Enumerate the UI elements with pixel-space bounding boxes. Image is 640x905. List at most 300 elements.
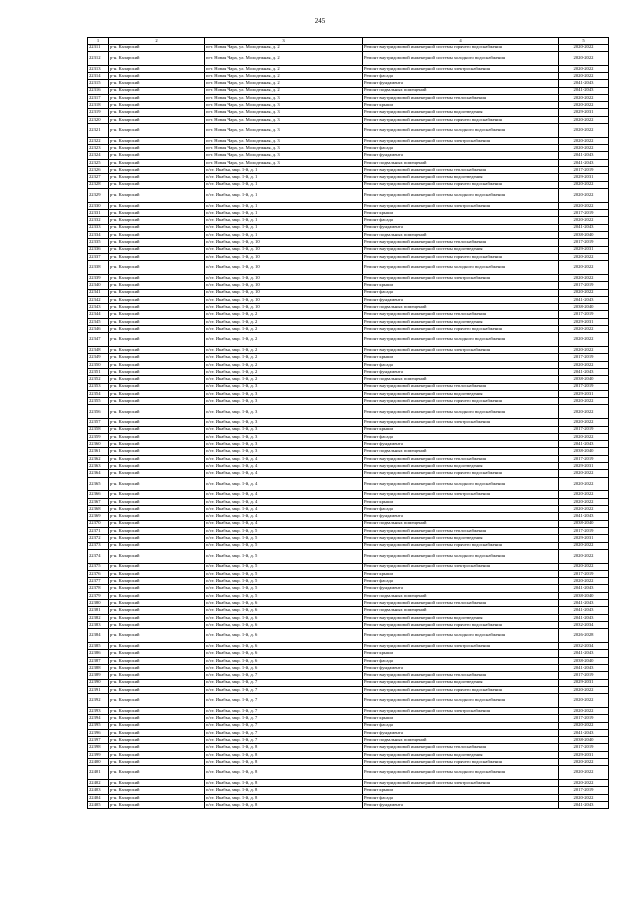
row-number-cell: 22346 <box>88 325 109 332</box>
row-number-cell: 22356 <box>88 405 109 419</box>
period-cell: 2020-2022 <box>559 145 609 152</box>
period-cell: 2020-2022 <box>559 707 609 714</box>
work-type-cell: Ремонт подвальных помещений <box>363 304 559 311</box>
row-number-cell: 22312 <box>88 51 109 65</box>
table-row <box>88 535 609 542</box>
district-cell: р-н. Каларский <box>109 780 205 787</box>
work-type-cell: Ремонт внутридомовой инженерной системы холодного водоснабжения <box>363 405 559 419</box>
address-cell: пгт. Новая Чара, ул. Молодежная, д. 2 <box>205 65 363 72</box>
table-row <box>88 621 609 628</box>
address-cell: пгт. Новая Чара, ул. Молодежная, д. 3 <box>205 159 363 166</box>
table-row <box>88 231 609 238</box>
district-cell: р-н. Каларский <box>109 398 205 405</box>
work-type-cell: Ремонт внутридомовой инженерной системы горячего водоснабжения <box>363 398 559 405</box>
work-type-cell: Ремонт внутридомовой инженерной системы электроснабжения <box>363 202 559 209</box>
table-row <box>88 261 609 275</box>
row-number-cell: 22328 <box>88 181 109 188</box>
district-cell: р-н. Каларский <box>109 145 205 152</box>
address-cell: п/ст. Икабья, мкр. 1-й, д. 5 <box>205 563 363 570</box>
district-cell: р-н. Каларский <box>109 672 205 679</box>
work-type-cell: Ремонт внутридомовой инженерной системы водоотведения <box>363 535 559 542</box>
district-cell: р-н. Каларский <box>109 174 205 181</box>
period-cell: 2041-2043 <box>559 441 609 448</box>
district-cell: р-н. Каларский <box>109 152 205 159</box>
address-cell: п/ст. Икабья, мкр. 1-й, д. 4 <box>205 477 363 491</box>
district-cell: р-н. Каларский <box>109 498 205 505</box>
row-number-cell: 22317 <box>88 94 109 101</box>
district-cell: р-н. Каларский <box>109 802 205 809</box>
row-number-cell: 22394 <box>88 715 109 722</box>
district-cell: р-н. Каларский <box>109 325 205 332</box>
row-number-cell: 22322 <box>88 137 109 144</box>
district-cell: р-н. Каларский <box>109 289 205 296</box>
table-row <box>88 188 609 202</box>
row-number-cell: 22365 <box>88 477 109 491</box>
work-type-cell: Ремонт внутридомовой инженерной системы горячего водоснабжения <box>363 116 559 123</box>
work-type-cell: Ремонт внутридомовой инженерной системы горячего водоснабжения <box>363 253 559 260</box>
period-cell: 2020-2022 <box>559 65 609 72</box>
period-cell: 2020-2022 <box>559 549 609 563</box>
period-cell: 2041-2043 <box>559 368 609 375</box>
district-cell: р-н. Каларский <box>109 679 205 686</box>
work-type-cell: Ремонт крыши <box>363 354 559 361</box>
table-row <box>88 72 609 79</box>
address-cell: п/ст. Икабья, мкр. 1-й, д. 7 <box>205 722 363 729</box>
district-cell: р-н. Каларский <box>109 433 205 440</box>
district-cell: р-н. Каларский <box>109 124 205 138</box>
period-cell: 2026-2028 <box>559 629 609 643</box>
period-cell: 2017-2019 <box>559 282 609 289</box>
row-number-cell: 22314 <box>88 72 109 79</box>
row-number-cell: 22397 <box>88 737 109 744</box>
table-row <box>88 405 609 419</box>
table-body <box>88 38 609 809</box>
table-row <box>88 491 609 498</box>
work-type-cell: Ремонт внутридомовой инженерной системы электроснабжения <box>363 274 559 281</box>
table-row <box>88 87 609 94</box>
address-cell: п/ст. Икабья, мкр. 1-й, д. 3 <box>205 390 363 397</box>
table-row <box>88 570 609 577</box>
period-cell: 2041-2043 <box>559 152 609 159</box>
work-type-cell: Ремонт крыши <box>363 102 559 109</box>
period-cell: 2038-2040 <box>559 657 609 664</box>
period-cell: 2020-2022 <box>559 217 609 224</box>
period-cell: 2017-2019 <box>559 744 609 751</box>
period-cell: 2020-2022 <box>559 477 609 491</box>
district-cell: р-н. Каларский <box>109 224 205 231</box>
address-cell: п/ст. Икабья, мкр. 1-й, д. 7 <box>205 672 363 679</box>
work-type-cell: Ремонт фасада <box>363 217 559 224</box>
period-cell: 2020-2022 <box>559 51 609 65</box>
period-cell: 2038-2040 <box>559 737 609 744</box>
period-cell: 2041-2043 <box>559 296 609 303</box>
row-number-cell: 22331 <box>88 210 109 217</box>
district-cell: р-н. Каларский <box>109 585 205 592</box>
work-type-cell: Ремонт внутридомовой инженерной системы горячего водоснабжения <box>363 686 559 693</box>
address-cell: п/ст. Икабья, мкр. 1-й, д. 3 <box>205 448 363 455</box>
work-type-cell: Ремонт фасада <box>363 506 559 513</box>
district-cell: р-н. Каларский <box>109 376 205 383</box>
row-number-cell: 22311 <box>88 44 109 51</box>
table-row <box>88 304 609 311</box>
address-cell: п/ст. Икабья, мкр. 1-й, д. 3 <box>205 383 363 390</box>
address-cell: п/ст. Икабья, мкр. 1-й, д. 6 <box>205 629 363 643</box>
address-cell: п/ст. Икабья, мкр. 1-й, д. 4 <box>205 498 363 505</box>
row-number-cell: 22338 <box>88 261 109 275</box>
table-row <box>88 311 609 318</box>
work-type-cell: Ремонт подвальных помещений <box>363 87 559 94</box>
district-cell: р-н. Каларский <box>109 578 205 585</box>
period-cell: 2020-2022 <box>559 44 609 51</box>
address-cell: п/ст. Икабья, мкр. 1-й, д. 10 <box>205 289 363 296</box>
work-type-cell: Ремонт внутридомовой инженерной системы холодного водоснабжения <box>363 261 559 275</box>
work-type-cell: Ремонт фасада <box>363 145 559 152</box>
work-type-cell: Ремонт внутридомовой инженерной системы водоотведения <box>363 246 559 253</box>
work-type-cell: Ремонт внутридомовой инженерной системы холодного водоснабжения <box>363 124 559 138</box>
table-row <box>88 51 609 65</box>
period-cell: 2020-2022 <box>559 333 609 347</box>
row-number-cell: 22372 <box>88 535 109 542</box>
address-cell: пгт. Новая Чара, ул. Молодежная, д. 2 <box>205 44 363 51</box>
district-cell: р-н. Каларский <box>109 694 205 708</box>
row-number-cell: 22405 <box>88 802 109 809</box>
table-row <box>88 585 609 592</box>
address-cell: п/ст. Икабья, мкр. 1-й, д. 4 <box>205 491 363 498</box>
address-cell: п/ст. Икабья, мкр. 1-й, д. 8 <box>205 787 363 794</box>
address-cell: п/ст. Икабья, мкр. 1-й, д. 2 <box>205 376 363 383</box>
work-type-cell: Ремонт внутридомовой инженерной системы водоотведения <box>363 390 559 397</box>
address-cell: п/ст. Икабья, мкр. 1-й, д. 6 <box>205 643 363 650</box>
period-cell: 2041-2043 <box>559 729 609 736</box>
address-cell: п/ст. Икабья, мкр. 1-й, д. 6 <box>205 650 363 657</box>
period-cell: 2017-2019 <box>559 426 609 433</box>
address-cell: п/ст. Икабья, мкр. 1-й, д. 8 <box>205 759 363 766</box>
period-cell: 2020-2022 <box>559 188 609 202</box>
period-cell: 2020-2022 <box>559 766 609 780</box>
work-type-cell: Ремонт крыши <box>363 715 559 722</box>
district-cell: р-н. Каларский <box>109 405 205 419</box>
address-cell: п/ст. Икабья, мкр. 1-й, д. 4 <box>205 520 363 527</box>
period-cell: 2041-2043 <box>559 614 609 621</box>
table-row <box>88 787 609 794</box>
row-number-cell: 22378 <box>88 585 109 592</box>
row-number-cell: 22341 <box>88 289 109 296</box>
work-type-cell: Ремонт внутридомовой инженерной системы горячего водоснабжения <box>363 759 559 766</box>
table-row <box>88 181 609 188</box>
row-number-cell: 22353 <box>88 383 109 390</box>
work-type-cell: Ремонт крыши <box>363 650 559 657</box>
work-type-cell: Ремонт внутридомовой инженерной системы горячего водоснабжения <box>363 325 559 332</box>
table-row <box>88 715 609 722</box>
period-cell: 2041-2043 <box>559 802 609 809</box>
row-number-cell: 22318 <box>88 102 109 109</box>
row-number-cell: 22376 <box>88 570 109 577</box>
address-cell: п/ст. Икабья, мкр. 1-й, д. 3 <box>205 398 363 405</box>
table-row <box>88 426 609 433</box>
work-type-cell: Ремонт подвальных помещений <box>363 231 559 238</box>
address-cell: п/ст. Икабья, мкр. 1-й, д. 7 <box>205 707 363 714</box>
work-type-cell: Ремонт фундамента <box>363 664 559 671</box>
work-type-cell: Ремонт фундамента <box>363 368 559 375</box>
district-cell: р-н. Каларский <box>109 368 205 375</box>
table-row <box>88 368 609 375</box>
work-type-cell: Ремонт подвальных помещений <box>363 737 559 744</box>
table-row <box>88 707 609 714</box>
work-type-cell: Ремонт фундамента <box>363 513 559 520</box>
row-number-cell: 22340 <box>88 282 109 289</box>
row-number-cell: 22383 <box>88 621 109 628</box>
period-cell: 2020-2022 <box>559 578 609 585</box>
row-number-cell: 22345 <box>88 318 109 325</box>
address-cell: п/ст. Икабья, мкр. 1-й, д. 7 <box>205 715 363 722</box>
period-cell: 2017-2019 <box>559 167 609 174</box>
row-number-cell: 22368 <box>88 506 109 513</box>
row-number-cell: 22400 <box>88 759 109 766</box>
district-cell: р-н. Каларский <box>109 419 205 426</box>
period-cell: 2029-2031 <box>559 246 609 253</box>
table-row <box>88 802 609 809</box>
address-cell: пгт. Новая Чара, ул. Молодежная, д. 3 <box>205 124 363 138</box>
row-number-cell: 22350 <box>88 361 109 368</box>
address-cell: п/ст. Икабья, мкр. 1-й, д. 2 <box>205 333 363 347</box>
district-cell: р-н. Каларский <box>109 535 205 542</box>
row-number-cell: 22349 <box>88 354 109 361</box>
address-cell: п/ст. Икабья, мкр. 1-й, д. 8 <box>205 751 363 758</box>
row-number-cell: 22390 <box>88 679 109 686</box>
address-cell: п/ст. Икабья, мкр. 1-й, д. 2 <box>205 325 363 332</box>
period-cell: 2029-2031 <box>559 174 609 181</box>
district-cell: р-н. Каларский <box>109 600 205 607</box>
table-row <box>88 520 609 527</box>
table-row <box>88 398 609 405</box>
header-cell-4: 4 <box>363 38 559 45</box>
table-row <box>88 65 609 72</box>
period-cell: 2020-2022 <box>559 780 609 787</box>
address-cell: п/ст. Икабья, мкр. 1-й, д. 4 <box>205 513 363 520</box>
row-number-cell: 22316 <box>88 87 109 94</box>
row-number-cell: 22403 <box>88 787 109 794</box>
work-type-cell: Ремонт внутридомовой инженерной системы теплоснабжения <box>363 527 559 534</box>
work-type-cell: Ремонт внутридомовой инженерной системы электроснабжения <box>363 707 559 714</box>
period-cell: 2020-2022 <box>559 202 609 209</box>
table-row <box>88 116 609 123</box>
row-number-cell: 22335 <box>88 239 109 246</box>
work-type-cell: Ремонт внутридомовой инженерной системы горячего водоснабжения <box>363 44 559 51</box>
row-number-cell: 22339 <box>88 274 109 281</box>
period-cell: 2020-2022 <box>559 137 609 144</box>
table-row <box>88 124 609 138</box>
work-type-cell: Ремонт внутридомовой инженерной системы электроснабжения <box>363 137 559 144</box>
district-cell: р-н. Каларский <box>109 304 205 311</box>
table-row <box>88 441 609 448</box>
period-cell: 2017-2019 <box>559 787 609 794</box>
work-type-cell: Ремонт фасада <box>363 578 559 585</box>
work-type-cell: Ремонт подвальных помещений <box>363 159 559 166</box>
table-row <box>88 239 609 246</box>
address-cell: п/ст. Икабья, мкр. 1-й, д. 7 <box>205 679 363 686</box>
work-type-cell: Ремонт фундамента <box>363 729 559 736</box>
row-number-cell: 22344 <box>88 311 109 318</box>
period-cell: 2020-2022 <box>559 253 609 260</box>
district-cell: р-н. Каларский <box>109 664 205 671</box>
period-cell: 2041-2043 <box>559 607 609 614</box>
address-cell: п/ст. Икабья, мкр. 1-й, д. 4 <box>205 455 363 462</box>
work-type-cell: Ремонт внутридомовой инженерной системы теплоснабжения <box>363 311 559 318</box>
period-cell: 2017-2019 <box>559 672 609 679</box>
work-type-cell: Ремонт внутридомовой инженерной системы электроснабжения <box>363 419 559 426</box>
period-cell: 2041-2043 <box>559 650 609 657</box>
district-cell: р-н. Каларский <box>109 109 205 116</box>
row-number-cell: 22337 <box>88 253 109 260</box>
work-type-cell: Ремонт внутридомовой инженерной системы электроснабжения <box>363 491 559 498</box>
row-number-cell: 22375 <box>88 563 109 570</box>
row-number-cell: 22381 <box>88 607 109 614</box>
address-cell: пгт. Новая Чара, ул. Молодежная, д. 3 <box>205 109 363 116</box>
district-cell: р-н. Каларский <box>109 167 205 174</box>
period-cell: 2020-2022 <box>559 433 609 440</box>
period-cell: 2038-2040 <box>559 448 609 455</box>
table-row <box>88 607 609 614</box>
row-number-cell: 22388 <box>88 664 109 671</box>
table-header-row <box>88 38 609 45</box>
work-type-cell: Ремонт фундамента <box>363 585 559 592</box>
row-number-cell: 22352 <box>88 376 109 383</box>
work-type-cell: Ремонт внутридомовой инженерной системы водоотведения <box>363 109 559 116</box>
period-cell: 2041-2043 <box>559 513 609 520</box>
address-cell: п/ст. Икабья, мкр. 1-й, д. 7 <box>205 729 363 736</box>
period-cell: 2041-2043 <box>559 224 609 231</box>
work-type-cell: Ремонт внутридомовой инженерной системы теплоснабжения <box>363 383 559 390</box>
work-type-cell: Ремонт фасада <box>363 72 559 79</box>
period-cell: 2020-2022 <box>559 794 609 801</box>
work-type-cell: Ремонт внутридомовой инженерной системы холодного водоснабжения <box>363 549 559 563</box>
row-number-cell: 22363 <box>88 463 109 470</box>
row-number-cell: 22347 <box>88 333 109 347</box>
district-cell: р-н. Каларский <box>109 621 205 628</box>
work-type-cell: Ремонт внутридомовой инженерной системы горячего водоснабжения <box>363 621 559 628</box>
row-number-cell: 22387 <box>88 657 109 664</box>
work-type-cell: Ремонт внутридомовой инженерной системы теплоснабжения <box>363 672 559 679</box>
work-type-cell: Ремонт крыши <box>363 498 559 505</box>
work-type-cell: Ремонт фундамента <box>363 296 559 303</box>
table-row <box>88 477 609 491</box>
table-row <box>88 383 609 390</box>
period-cell: 2020-2022 <box>559 686 609 693</box>
period-cell: 2020-2022 <box>559 563 609 570</box>
row-number-cell: 22357 <box>88 419 109 426</box>
work-type-cell: Ремонт подвальных помещений <box>363 592 559 599</box>
table-row <box>88 643 609 650</box>
row-number-cell: 22367 <box>88 498 109 505</box>
period-cell: 2017-2019 <box>559 455 609 462</box>
district-cell: р-н. Каларский <box>109 506 205 513</box>
period-cell: 2020-2022 <box>559 506 609 513</box>
address-cell: п/ст. Икабья, мкр. 1-й, д. 1 <box>205 231 363 238</box>
district-cell: р-н. Каларский <box>109 614 205 621</box>
address-cell: п/ст. Икабья, мкр. 1-й, д. 8 <box>205 794 363 801</box>
address-cell: п/ст. Икабья, мкр. 1-й, д. 1 <box>205 181 363 188</box>
row-number-cell: 22334 <box>88 231 109 238</box>
table-row <box>88 766 609 780</box>
district-cell: р-н. Каларский <box>109 217 205 224</box>
row-number-cell: 22315 <box>88 80 109 87</box>
address-cell: п/ст. Икабья, мкр. 1-й, д. 5 <box>205 570 363 577</box>
work-type-cell: Ремонт крыши <box>363 570 559 577</box>
work-type-cell: Ремонт внутридомовой инженерной системы водоотведения <box>363 463 559 470</box>
row-number-cell: 22325 <box>88 159 109 166</box>
address-cell: п/ст. Икабья, мкр. 1-й, д. 5 <box>205 542 363 549</box>
table-row <box>88 246 609 253</box>
row-number-cell: 22354 <box>88 390 109 397</box>
district-cell: р-н. Каларский <box>109 282 205 289</box>
table-row <box>88 592 609 599</box>
work-type-cell: Ремонт внутридомовой инженерной системы электроснабжения <box>363 347 559 354</box>
work-type-cell: Ремонт внутридомовой инженерной системы водоотведения <box>363 174 559 181</box>
work-type-cell: Ремонт подвальных помещений <box>363 448 559 455</box>
table-row <box>88 80 609 87</box>
work-type-cell: Ремонт внутридомовой инженерной системы холодного водоснабжения <box>363 629 559 643</box>
work-type-cell: Ремонт фундамента <box>363 152 559 159</box>
district-cell: р-н. Каларский <box>109 390 205 397</box>
row-number-cell: 22362 <box>88 455 109 462</box>
row-number-cell: 22336 <box>88 246 109 253</box>
work-type-cell: Ремонт внутридомовой инженерной системы водоотведения <box>363 679 559 686</box>
row-number-cell: 22343 <box>88 304 109 311</box>
table-row <box>88 109 609 116</box>
district-cell: р-н. Каларский <box>109 787 205 794</box>
district-cell: р-н. Каларский <box>109 246 205 253</box>
table-row <box>88 722 609 729</box>
period-cell: 2020-2022 <box>559 181 609 188</box>
period-cell: 2038-2040 <box>559 376 609 383</box>
district-cell: р-н. Каларский <box>109 188 205 202</box>
period-cell: 2020-2022 <box>559 419 609 426</box>
district-cell: р-н. Каларский <box>109 463 205 470</box>
address-cell: п/ст. Икабья, мкр. 1-й, д. 8 <box>205 766 363 780</box>
address-cell: пгт. Новая Чара, ул. Молодежная, д. 3 <box>205 94 363 101</box>
district-cell: р-н. Каларский <box>109 520 205 527</box>
period-cell: 2020-2022 <box>559 759 609 766</box>
work-type-cell: Ремонт крыши <box>363 787 559 794</box>
address-cell: п/ст. Икабья, мкр. 1-й, д. 6 <box>205 600 363 607</box>
row-number-cell: 22395 <box>88 722 109 729</box>
row-number-cell: 22313 <box>88 65 109 72</box>
address-cell: п/ст. Икабья, мкр. 1-й, д. 3 <box>205 419 363 426</box>
period-cell: 2041-2043 <box>559 87 609 94</box>
district-cell: р-н. Каларский <box>109 766 205 780</box>
address-cell: п/ст. Икабья, мкр. 1-й, д. 2 <box>205 311 363 318</box>
address-cell: п/ст. Икабья, мкр. 1-й, д. 6 <box>205 664 363 671</box>
address-cell: п/ст. Икабья, мкр. 1-й, д. 10 <box>205 296 363 303</box>
district-cell: р-н. Каларский <box>109 137 205 144</box>
table-row <box>88 376 609 383</box>
table-row <box>88 448 609 455</box>
district-cell: р-н. Каларский <box>109 629 205 643</box>
table-row <box>88 325 609 332</box>
table-row <box>88 145 609 152</box>
district-cell: р-н. Каларский <box>109 715 205 722</box>
work-type-cell: Ремонт внутридомовой инженерной системы теплоснабжения <box>363 744 559 751</box>
address-cell: п/ст. Икабья, мкр. 1-й, д. 10 <box>205 253 363 260</box>
row-number-cell: 22324 <box>88 152 109 159</box>
table-row <box>88 759 609 766</box>
work-type-cell: Ремонт внутридомовой инженерной системы теплоснабжения <box>363 94 559 101</box>
address-cell: пгт. Новая Чара, ул. Молодежная, д. 2 <box>205 72 363 79</box>
row-number-cell: 22319 <box>88 109 109 116</box>
table-row <box>88 549 609 563</box>
period-cell: 2020-2022 <box>559 261 609 275</box>
row-number-cell: 22401 <box>88 766 109 780</box>
